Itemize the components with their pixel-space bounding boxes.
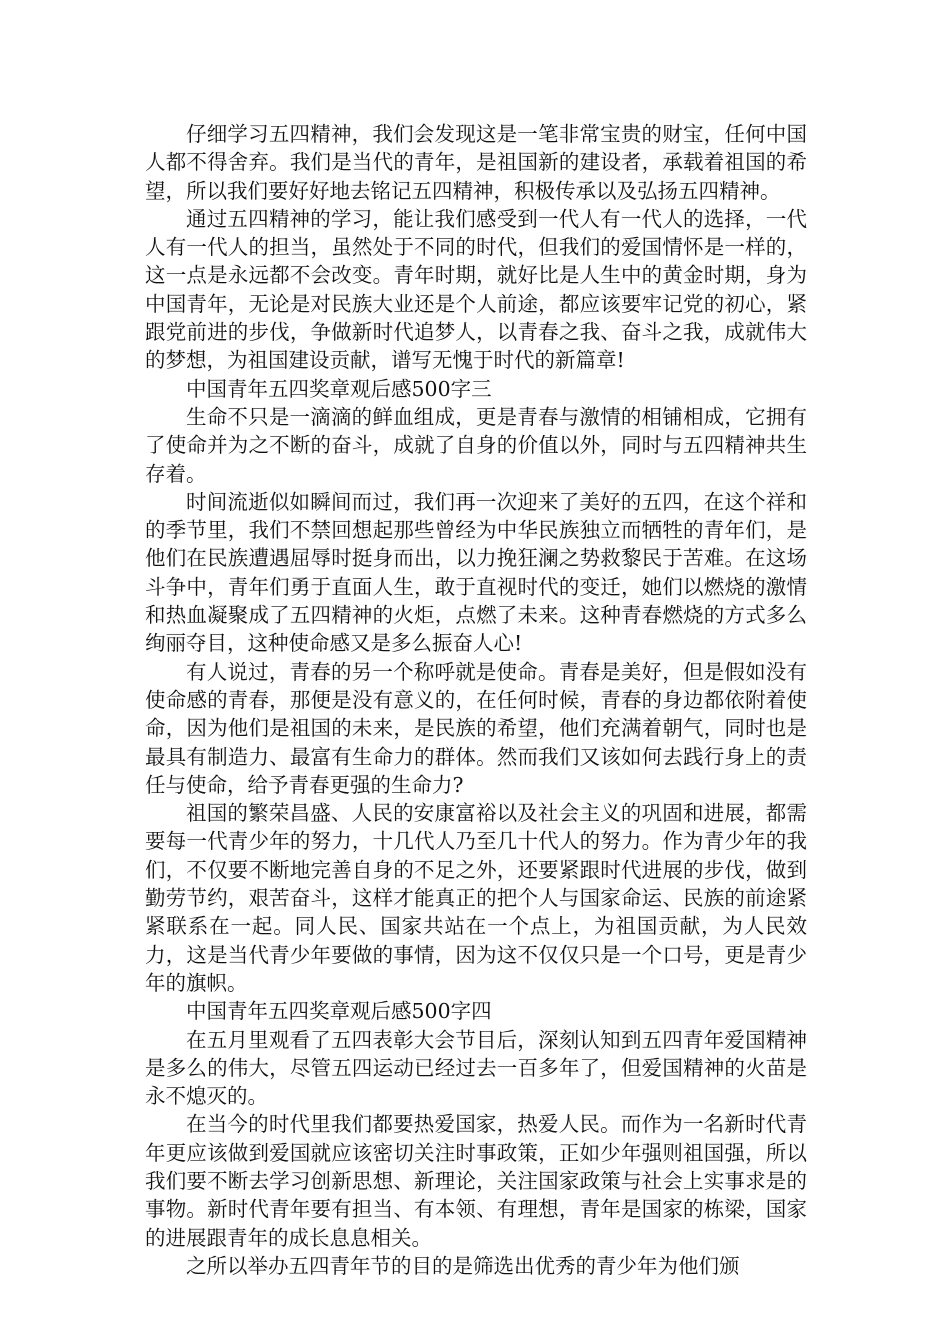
paragraph-9: 之所以举办五四青年节的目的是筛选出优秀的青少年为他们颁	[186, 1253, 740, 1278]
paragraph-8: 在当今的时代里我们都要热爱国家，热爱人民。而作为一名新时代青年更应该做到爱国就应该密切关注时事政策，正如少年强则祖国强，所以我们要不断去学习创新思想、新理论，关注国家政策与社会上实事求是的事物。新时代青年要有担当、有本领、有理想，青年是国家的栋梁，国家的进展跟青年的成长息息相关。	[145, 1112, 807, 1250]
paragraph-7: 在五月里观看了五四表彰大会节目后，深刻认知到五四青年爱国精神是多么的伟大，尽管五四运动已经过去一百多年了，但爱国精神的火苗是永不熄灭的。	[145, 1027, 807, 1109]
section-heading-4: 中国青年五四奖章观后感500字四	[186, 999, 492, 1024]
paragraph-1: 仔细学习五四精神，我们会发现这是一笔非常宝贵的财宝，任何中国人都不得舍弃。我们是当代的青年，是祖国新的建设者，承载着祖国的希望，所以我们要好好地去铭记五四精神，积极传承以及弘扬五四精神。	[145, 122, 807, 203]
section-heading-3: 中国青年五四奖章观后感500字三	[186, 376, 492, 401]
paragraph-5: 有人说过，青春的另一个称呼就是使命。青春是美好，但是假如没有使命感的青春，那便是没有意义的，在任何时候，青春的身边都依附着使命，因为他们是祖国的未来，是民族的希望，他们充满着朝气，同时也是最具有制造力、最富有生命力的群体。然而我们又该如何去践行身上的责任与使命，给予青春更强的生命力?	[145, 659, 807, 797]
paragraph-4: 时间流逝似如瞬间而过，我们再一次迎来了美好的五四，在这个祥和的季节里，我们不禁回想起那些曾经为中华民族独立而牺牲的青年们，是他们在民族遭遇屈辱时挺身而出，以力挽狂澜之势救黎民于苦难。在这场斗争中，青年们勇于直面人生，敢于直视时代的变迁，她们以燃烧的激情和热血凝聚成了五四精神的火炬，点燃了未来。这种青春燃烧的方式多么绚丽夺目，这种使命感又是多么振奋人心!	[145, 489, 807, 656]
paragraph-3: 生命不只是一滴滴的鲜血组成，更是青春与激情的相铺相成，它拥有了使命并为之不断的奋斗，成就了自身的价值以外，同时与五四精神共生存着。	[145, 404, 807, 486]
paragraph-6: 祖国的繁荣昌盛、人民的安康富裕以及社会主义的巩固和进展，都需要每一代青少年的努力，十几代人乃至几十代人的努力。作为青少年的我们，不仅要不断地完善自身的不足之外，还要紧跟时代进展的步伐，做到勤劳节约，艰苦奋斗，这样才能真正的把个人与国家命运、民族的前途紧紧联系在一起。同人民、国家共站在一个点上，为祖国贡献，为人民效力，这是当代青少年要做的事情，因为这不仅仅只是一个口号，更是青少年的旗帜。	[145, 801, 807, 995]
paragraph-2: 通过五四精神的学习，能让我们感受到一代人有一代人的选择，一代人有一代人的担当，虽然处于不同的时代，但我们的爱国情怀是一样的，这一点是永远都不会改变。青年时期，就好比是人生中的黄金时期，身为中国青年，无论是对民族大业还是个人前途，都应该要牢记党的初心，紧跟党前进的步伐，争做新时代追梦人，以青春之我、奋斗之我，成就伟大的梦想，为祖国建设贡献，谱写无愧于时代的新篇章!	[145, 206, 807, 373]
document-body	[145, 120, 807, 1280]
